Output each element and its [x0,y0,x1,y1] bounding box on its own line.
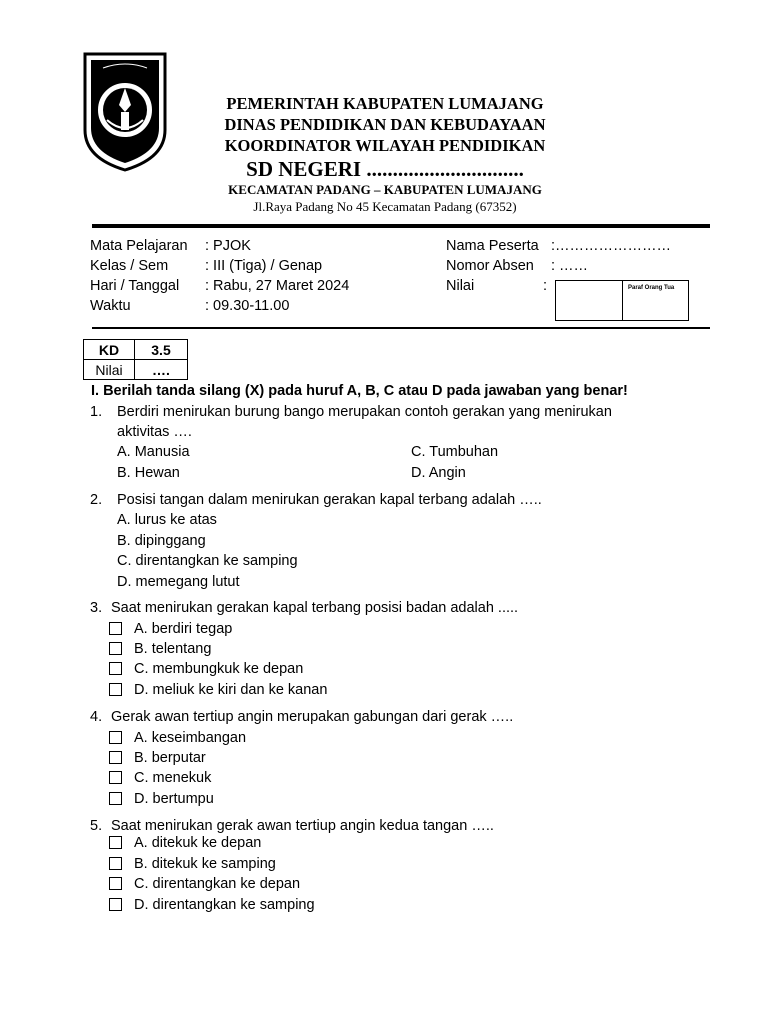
district-line: KECAMATAN PADANG – KABUPATEN LUMAJANG [228,182,542,197]
mapel-value: : PJOK [205,238,251,254]
header-line-3: KOORDINATOR WILAYAH PENDIDIKAN [224,136,546,155]
absen-field[interactable]: : …… [551,258,589,274]
kelas-value: : III (Tiga) / Genap [205,258,323,274]
header-line-1: PEMERINTAH KABUPATEN LUMAJANG [226,94,544,113]
checkbox-icon[interactable] [109,642,122,655]
question-4: 4. Gerak awan tertiup angin merupakan gabungan dari gerak ….. [90,709,514,725]
score-signature-box[interactable] [555,280,689,321]
q3-option-d[interactable]: D. meliuk ke kiri dan ke kanan [109,680,327,701]
q1-option-c[interactable]: C. Tumbuhan [411,444,499,460]
kd-table: KD 3.5 Nilai …. [83,339,188,380]
kd-score-field[interactable]: …. [135,360,188,380]
q5-option-a[interactable]: A. ditekuk ke depan [109,833,261,854]
checkbox-icon[interactable] [109,662,122,675]
q5-option-b[interactable]: B. ditekuk ke samping [109,854,276,875]
checkbox-icon[interactable] [109,792,122,805]
q2-option-a[interactable]: A. lurus ke atas [117,512,217,528]
checkbox-icon[interactable] [109,771,122,784]
checkbox-icon[interactable] [109,836,122,849]
checkbox-icon[interactable] [109,857,122,870]
q1-option-d[interactable]: D. Angin [411,465,466,481]
header-line-2: DINAS PENDIDIKAN DAN KEBUDAYAAN [224,115,546,134]
q4-option-b[interactable]: B. berputar [109,748,206,769]
tanggal-value: : Rabu, 27 Maret 2024 [205,278,350,294]
checkbox-icon[interactable] [109,751,122,764]
checkbox-icon[interactable] [109,731,122,744]
header-divider [92,224,710,228]
info-divider [92,327,710,329]
question-1: 1. Berdiri menirukan burung bango merupakan contoh gerakan yang menirukan [90,404,612,420]
q2-option-c[interactable]: C. direntangkan ke samping [117,553,298,569]
checkbox-icon[interactable] [109,877,122,890]
nama-field[interactable]: :…………………… [551,238,672,254]
address-line: Jl.Raya Padang No 45 Kecamatan Padang (67352) [253,199,517,214]
question-2: 2. Posisi tangan dalam menirukan gerakan kapal terbang adalah ….. [90,492,542,508]
info-left: Mata Pelajaran : PJOK Kelas / Sem : III (Tiga) / Genap Hari / Tanggal : Rabu, 27 Maret 2024 Waktu : 09.30-11.00 [90,238,350,314]
q4-option-d[interactable]: D. bertumpu [109,789,214,810]
instruction: I. Berilah tanda silang (X) pada huruf A, B, C atau D pada jawaban yang benar! [91,383,628,399]
school-name: SD NEGERI .............................. [246,157,524,181]
q3-option-b[interactable]: B. telentang [109,639,211,660]
q2-option-d[interactable]: D. memegang lutut [117,574,240,590]
q3-option-a[interactable]: A. berdiri tegap [109,619,232,640]
checkbox-icon[interactable] [109,622,122,635]
regency-logo [81,50,169,172]
info-right: Nama Peserta :…………………… Nomor Absen : …… Nilai : [446,238,672,294]
question-1-cont: aktivitas …. [117,424,192,440]
q4-option-a[interactable]: A. keseimbangan [109,728,246,749]
waktu-value: : 09.30-11.00 [205,298,290,314]
paraf-label: Paraf Orang Tua [628,285,675,291]
checkbox-icon[interactable] [109,898,122,911]
q2-option-b[interactable]: B. dipinggang [117,533,206,549]
q5-option-d[interactable]: D. direntangkan ke samping [109,895,315,916]
q5-option-c[interactable]: C. direntangkan ke depan [109,874,300,895]
question-5: 5. Saat menirukan gerak awan tertiup angin kedua tangan ….. [90,818,494,834]
question-3: 3. Saat menirukan gerakan kapal terbang posisi badan adalah ..... [90,600,519,616]
q1-option-b[interactable]: B. Hewan [117,465,180,481]
q4-option-c[interactable]: C. menekuk [109,768,211,789]
q1-option-a[interactable]: A. Manusia [117,444,190,460]
checkbox-icon[interactable] [109,683,122,696]
q3-option-c[interactable]: C. membungkuk ke depan [109,659,303,680]
